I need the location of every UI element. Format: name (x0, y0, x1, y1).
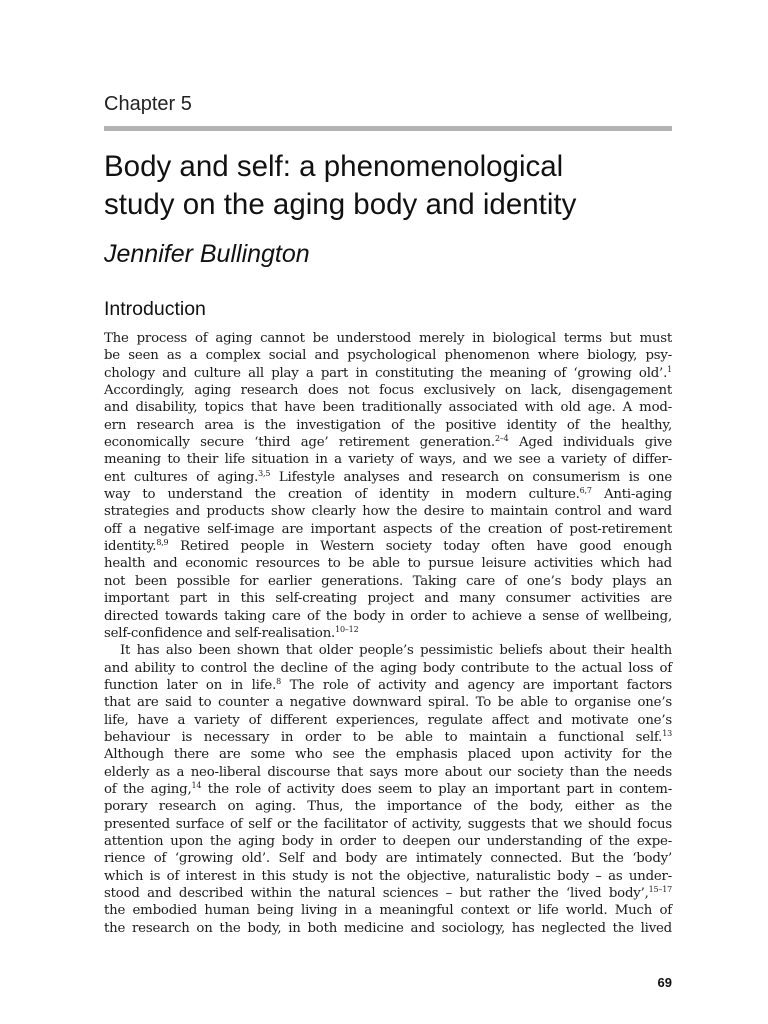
chapter-title-line: study on the aging body and identity (104, 188, 577, 221)
body-text-line (104, 660, 672, 677)
body-text-segment: self-confidence and self-realisation. (104, 625, 336, 641)
body-text-line (104, 816, 672, 833)
body-text-segment: way to understand the creation of identity in modern culture. (104, 487, 580, 503)
body-text-segment: It has also been shown that older people’s pessimistic beliefs about their health (120, 643, 672, 659)
body-text-line (104, 417, 672, 434)
body-text-line (104, 503, 672, 520)
body-text-segment: life, have a variety of different experiences, regulate affect and motivate one’s (104, 712, 672, 728)
body-text-segment: important part in this self-creating project and many consumer activities are (104, 591, 672, 607)
author-name: Jennifer Bullington (104, 240, 310, 268)
body-text-segment: of the aging, (104, 781, 192, 797)
body-text-line (104, 746, 672, 763)
body-text-line (104, 382, 672, 399)
body-text-segment: ern research area is the investigation of the positive identity of the healthy, (104, 417, 672, 433)
body-text-segment: function later on in life. (104, 677, 277, 693)
body-text-line (104, 399, 672, 416)
body-text-line (104, 850, 672, 867)
body-text-line (104, 729, 672, 746)
body-text-line (104, 347, 672, 364)
body-text-segment: health and economic resources to be able to pursue leisure activities which had (104, 556, 672, 572)
body-text-segment: Although there are some who see the emphasis placed upon activity for the (104, 747, 672, 763)
body-text-segment: off a negative self-image are important aspects of the creation of post-retirement (104, 521, 672, 537)
body-text-segment: ent cultures of aging. (104, 469, 259, 485)
body-text-segment: stood and described within the natural sciences – but rather the ‘lived body’, (104, 886, 649, 901)
body-text-segment: directed towards taking care of the body in order to achieve a sense of wellbeing, (104, 608, 672, 624)
body-text-segment: Anti-aging (591, 487, 672, 503)
body-text-segment: Retired people in Western society today often have good enough (168, 539, 672, 555)
body-text-line (104, 694, 672, 711)
citation-superscript: 15–17 (648, 885, 672, 894)
body-text-line (104, 486, 672, 503)
body-text-segment: chology and culture all play a part in constituting the meaning of ‘growing old’. (104, 365, 668, 381)
section-heading: Introduction (104, 298, 206, 320)
body-text-segment: which is of interest in this study is not the objective, naturalistic body – as under- (104, 868, 672, 884)
body-text-line (104, 798, 672, 815)
body-text-segment: be seen as a complex social and psychological phenomenon where biology, psy- (104, 348, 672, 364)
body-text-line (104, 538, 672, 555)
body-text-line (104, 868, 672, 885)
chapter-title (104, 148, 684, 224)
body-text-line (104, 642, 672, 659)
citation-superscript: 10–12 (335, 624, 359, 634)
citation-superscript: 13 (662, 728, 672, 738)
citation-superscript: 8,9 (156, 538, 169, 548)
chapter-title-line: Body and self: a phenomenological (104, 150, 564, 183)
body-text-line (104, 764, 672, 781)
body-text-segment: The role of activity and agency are important factors (281, 677, 672, 693)
body-text-line (104, 712, 672, 729)
body-text-segment: rience of ‘growing old’. Self and body are intimately connected. But the ‘body’ (104, 851, 672, 867)
body-text-line (104, 833, 672, 850)
body-text-line (104, 330, 672, 347)
body-text-line (104, 885, 672, 902)
body-text-line (104, 451, 672, 468)
body-text-segment: elderly as a neo-liberal discourse that says more about our society than the needs (104, 764, 672, 780)
body-text-segment: Lifestyle analyses and research on consumerism is one (270, 469, 672, 485)
body-text-line (104, 920, 672, 937)
body-text-segment: strategies and products show clearly how the desire to maintain control and ward (104, 504, 672, 520)
body-text-segment: the role of activity does seem to play an important part in contem- (201, 781, 672, 797)
citation-superscript: 14 (191, 780, 202, 790)
citation-superscript: 1 (667, 364, 672, 374)
body-text-segment: the research on the body, in both medicine and sociology, has neglected the lived (104, 920, 672, 936)
body-text-line (104, 902, 672, 919)
body-text-line (104, 573, 672, 590)
body-text-line (104, 677, 672, 694)
body-text-segment: behaviour is necessary in order to be able to maintain a functional self. (104, 729, 663, 745)
body-text-line (104, 434, 672, 451)
body-text-segment: that are said to counter a negative downward spiral. To be able to organise one’s (104, 695, 672, 711)
body-text-line (104, 365, 672, 382)
body-text (104, 330, 672, 937)
page-number: 69 (657, 975, 672, 990)
body-text-segment: and ability to control the decline of the aging body contribute to the actual loss of (104, 660, 672, 676)
body-text-segment: presented surface of self or the facilitator of activity, suggests that we should focus (104, 816, 672, 832)
body-text-segment: attention upon the aging body in order to deepen our understanding of the expe- (104, 833, 672, 849)
body-text-segment: not been possible for earlier generations. Taking care of one’s body plays an (104, 573, 672, 589)
body-text-segment: and disability, topics that have been traditionally associated with old age. A mod- (104, 400, 672, 416)
body-text-line (104, 555, 672, 572)
body-text-segment: Accordingly, aging research does not focus exclusively on lack, disengagement (104, 383, 672, 399)
chapter-divider (104, 126, 672, 131)
body-text-segment: Aged individuals give (508, 435, 672, 451)
body-text-line (104, 781, 672, 798)
citation-superscript: 3,5 (258, 468, 271, 478)
body-text-segment: porary research on aging. Thus, the importance of the body, either as the (104, 799, 672, 815)
chapter-label: Chapter 5 (104, 93, 192, 115)
body-text-segment: meaning to their life situation in a variety of ways, and we see a variety of differ- (104, 452, 672, 468)
body-text-segment: identity. (104, 539, 157, 555)
body-text-line (104, 608, 672, 625)
citation-superscript: 8 (276, 676, 282, 686)
citation-superscript: 6,7 (579, 486, 592, 496)
body-text-segment: the embodied human being living in a meaningful context or life world. Much of (104, 903, 672, 919)
body-text-segment: economically secure ‘third age’ retirement generation. (104, 435, 495, 451)
body-text-line (104, 521, 672, 538)
body-text-line (104, 469, 672, 486)
body-text-line (104, 625, 672, 642)
body-text-segment: The process of aging cannot be understood merely in biological terms but must (104, 331, 672, 346)
citation-superscript: 2–4 (494, 434, 509, 444)
body-text-line (104, 590, 672, 607)
